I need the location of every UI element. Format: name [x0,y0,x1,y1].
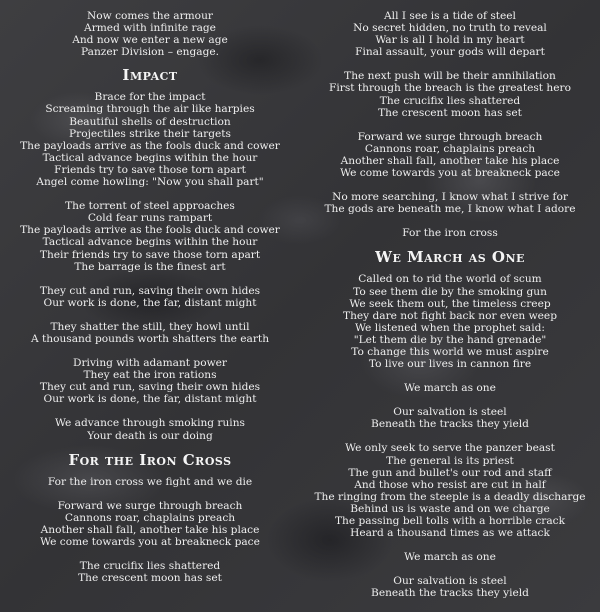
stanza [0,560,300,584]
stanza [300,191,600,215]
stanza [0,321,300,345]
lyric-line: We come towards you at breakneck pace [40,536,260,548]
lyric-line: The general is its priest [386,454,514,467]
lyric-line: The payloads arrive as the fools duck and cower [20,139,280,152]
lyric-line: And now we enter a new age [72,34,228,47]
lyric-line: Friends try to save those torn apart [54,163,246,176]
left-column [0,0,300,584]
stanza [0,357,300,405]
lyric-line: All I see is a tide of steel [384,10,516,22]
lyric-line: A thousand pounds worth shatters the earth [30,332,270,345]
lyric-line: We listened when the prophet said: [355,321,545,334]
lyric-line: Beneath the tracks they yield [371,587,529,600]
lyric-line: For the iron cross we fight and we die [47,475,253,488]
stanza [300,10,600,58]
stanza [0,500,300,548]
song-title-iron-cross: For the Iron Cross [68,450,232,469]
stanza [300,406,600,430]
lyric-line: They cut and run, saving their own hides [39,284,261,297]
lyric-line: The payloads arrive as the fools duck and cower [20,224,280,237]
lyric-line: Behind us is waste and on we charge [350,502,550,515]
stanza [300,273,600,370]
stanza [300,382,600,394]
lyric-line: The ringing from the steeple is a deadly discharge [314,490,586,503]
lyric-line: Cannons roar, chaplains preach [64,511,236,524]
song-title-impact: Impact [122,66,178,85]
stanza [0,91,300,188]
lyric-line: "Let them die by the hand grenade" [353,333,547,346]
stanza [300,442,600,539]
lyric-line: They dare not fight back nor even weep [343,309,557,322]
lyric-line: The gods are beneath me, I know what I adore [324,203,576,216]
stanza [300,131,600,179]
lyric-line: We only seek to serve the panzer beast [345,442,555,455]
lyric-line: Our work is done, the far, distant might [43,393,257,406]
lyric-line: Final assault, your gods will depart [355,46,545,59]
iron-cross-lyrics-continued [300,10,600,239]
lyric-line: The gun and bullet's our rod and staff [348,466,552,479]
lyric-line: The torrent of steel approaches [65,200,235,213]
lyric-line: For the iron cross [402,227,498,240]
lyric-line: Their friends try to save those torn apart [39,248,261,261]
intro-stanza [0,10,300,58]
right-column [300,0,600,599]
lyric-line: They eat the iron rations [83,369,217,382]
lyric-line: The crucifix lies shattered [379,94,521,107]
lyric-line: War is all I hold in my heart [375,34,525,47]
lyric-line: Brace for the impact [94,91,206,104]
lyric-line: Forward we surge through breach [57,499,243,512]
lyric-line: Cannons roar, chaplains preach [364,142,536,155]
iron-cross-lyrics [0,476,300,585]
lyric-line: No secret hidden, no truth to reveal [353,22,547,35]
lyric-line: The crucifix lies shattered [79,560,221,573]
lyric-line: Our salvation is steel [393,406,507,419]
impact-lyrics [0,91,300,441]
lyric-line: To live our lives in cannon fire [368,358,532,371]
lyric-line: They cut and run, saving their own hides [39,381,261,394]
lyric-line: We come towards you at breakneck pace [340,167,560,180]
stanza [0,476,300,488]
lyric-line: Beneath the tracks they yield [371,418,529,431]
stanza [300,70,600,118]
lyric-line: Forward we surge through breach [357,130,543,143]
lyric-line: Driving with adamant power [73,357,227,370]
stanza [300,227,600,239]
lyric-line: Tactical advance begins within the hour [42,151,258,164]
lyric-line: Our work is done, the far, distant might [43,296,257,309]
stanza [0,417,300,441]
lyric-line: Screaming through the air like harpies [45,103,255,116]
lyric-line: We advance through smoking ruins [55,417,245,430]
lyric-line: The passing bell tolls with a horrible crack [334,515,566,527]
lyric-line: Called on to rid the world of scum [358,273,542,286]
lyric-line: The crescent moon has set [378,106,522,119]
lyric-line: To change this world we must aspire [351,345,549,358]
stanza [0,200,300,273]
lyric-line: Beautiful shells of destruction [69,115,231,128]
lyric-line: Our salvation is steel [393,575,507,588]
stanza [0,285,300,309]
lyric-line: Projectiles strike their targets [69,127,231,140]
lyric-line: The crescent moon has set [78,572,222,585]
stanza [300,551,600,563]
lyric-line: To see them die by the smoking gun [353,285,547,298]
lyric-line: First through the breach is the greatest hero [329,82,571,95]
lyric-line: Your death is our doing [87,429,213,442]
stanza [300,575,600,599]
we-march-as-one-lyrics [300,273,600,599]
lyric-line: Another shall fall, another take his place [340,154,560,167]
lyric-line: The next push will be their annihilation [344,70,556,83]
lyric-line: Heard a thousand times as we attack [350,527,550,540]
lyric-line: We march as one [404,382,496,395]
lyric-line: Cold fear runs rampart [87,212,213,225]
lyric-line: The barrage is the finest art [74,260,226,273]
lyric-line: We march as one [404,551,496,564]
lyric-line: We seek them out, the timeless creep [349,297,551,310]
lyric-line: Another shall fall, another take his place [40,523,260,536]
lyric-line: Angel come howling: "Now you shall part" [36,176,264,189]
song-title-we-march-as-one: We March as One [375,248,525,267]
lyric-line: No more searching, I know what I strive for [332,191,568,204]
lyric-line: They shatter the still, they howl until [50,320,250,333]
lyric-line: Tactical advance begins within the hour [42,236,258,249]
lyric-line: Now comes the armour [87,10,213,22]
lyric-line: And those who resist are cut in half [354,478,546,491]
lyric-line: Armed with infinite rage [84,22,216,35]
lyric-line: Panzer Division – engage. [81,46,219,59]
